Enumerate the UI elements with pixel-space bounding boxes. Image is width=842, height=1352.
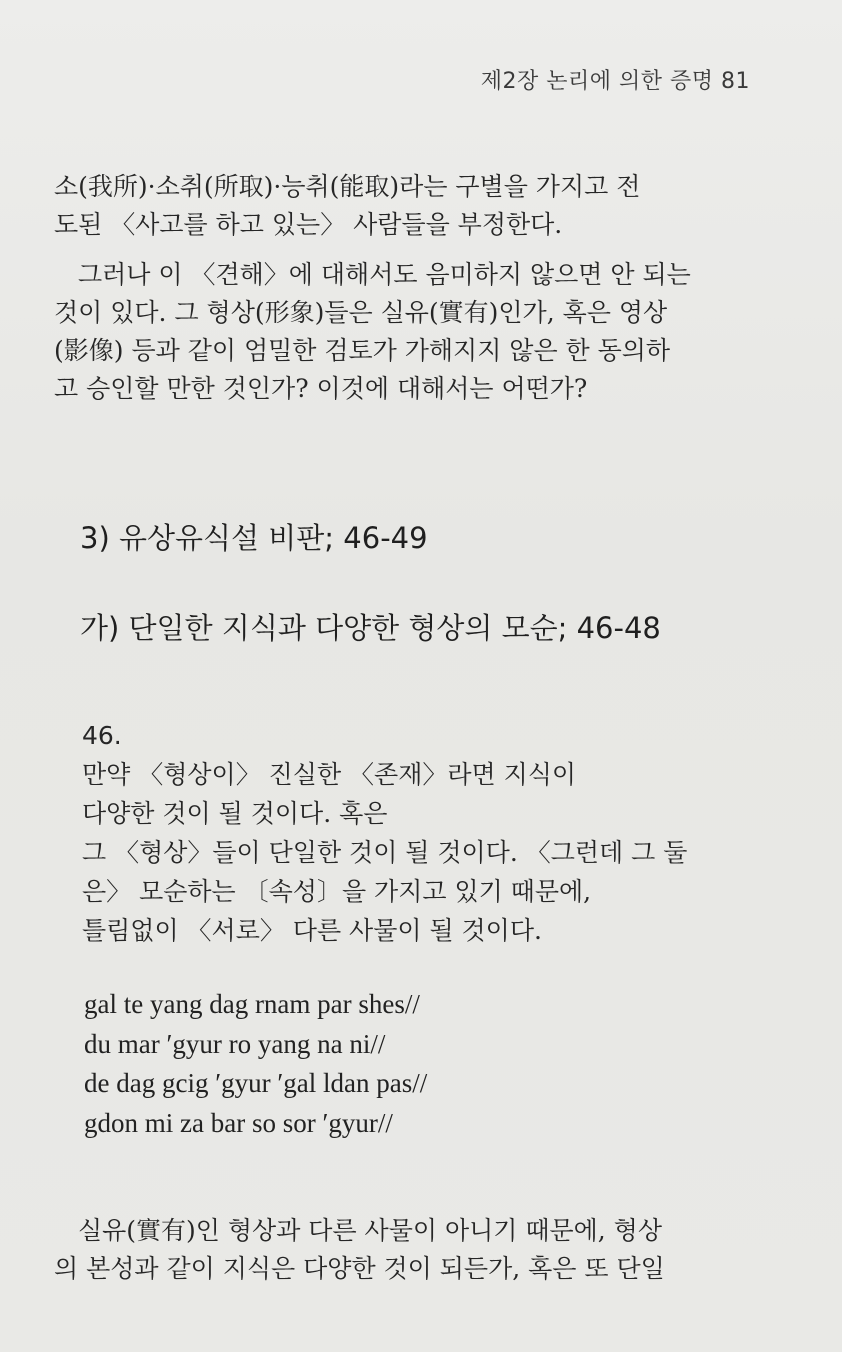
verse-number: 46. bbox=[82, 721, 122, 750]
paragraph-line: 도된 〈사고를 하고 있는〉 사람들을 부정한다. bbox=[54, 210, 563, 239]
paragraph-line: 실유(實有)인 형상과 다른 사물이 아니기 때문에, 형상 bbox=[78, 1216, 662, 1245]
transliteration-line: du mar ʹgyur ro yang na ni// bbox=[84, 1028, 386, 1059]
transliteration-line: gal te yang dag rnam par shes// bbox=[84, 989, 420, 1019]
paragraph-line: (影像) 등과 같이 엄밀한 검토가 가해지지 않은 한 동의하 bbox=[54, 336, 671, 365]
verse-line: 그 〈형상〉들이 단일한 것이 될 것이다. 〈그런데 그 둘 bbox=[82, 838, 688, 867]
verse-line: 은〉 모순하는 〔속성〕을 가지고 있기 때문에, bbox=[82, 877, 592, 906]
transliteration-line: gdon mi za bar so sor ʹgyur// bbox=[84, 1107, 393, 1138]
paragraph-3 bbox=[54, 1212, 754, 1288]
subsection-heading: 가) 단일한 지식과 다양한 형상의 모순; 46-48 bbox=[80, 611, 661, 645]
paragraph-line: 의 본성과 같이 지식은 다양한 것이 되든가, 혹은 또 단일 bbox=[54, 1254, 665, 1283]
tibetan-transliteration bbox=[84, 985, 427, 1143]
paragraph-line: 그러나 이 〈견해〉에 대해서도 음미하지 않으면 안 되는 bbox=[78, 260, 691, 289]
paragraph-line: 소(我所)·소취(所取)·능취(能取)라는 구별을 가지고 전 bbox=[54, 172, 641, 201]
running-head: 제2장 논리에 의한 증명 81 bbox=[480, 69, 750, 94]
paragraph-1 bbox=[54, 168, 754, 244]
paragraph-line: 고 승인할 만한 것인가? 이것에 대해서는 어떤가? bbox=[54, 374, 588, 403]
transliteration-line: de dag gcig ʹgyur ʹgal ldan pas// bbox=[84, 1068, 428, 1098]
paragraph-line: 것이 있다. 그 형상(形象)들은 실유(實有)인가, 혹은 영상 bbox=[54, 298, 668, 327]
verse-line: 틀림없이 〈서로〉 다른 사물이 될 것이다. bbox=[82, 916, 542, 945]
paragraph-2 bbox=[54, 256, 754, 408]
verse-46 bbox=[82, 716, 782, 950]
verse-line: 다양한 것이 될 것이다. 혹은 bbox=[82, 799, 388, 828]
verse-line: 만약 〈형상이〉 진실한 〈존재〉라면 지식이 bbox=[82, 760, 577, 789]
section-heading: 3) 유상유식설 비판; 46-49 bbox=[80, 521, 428, 555]
